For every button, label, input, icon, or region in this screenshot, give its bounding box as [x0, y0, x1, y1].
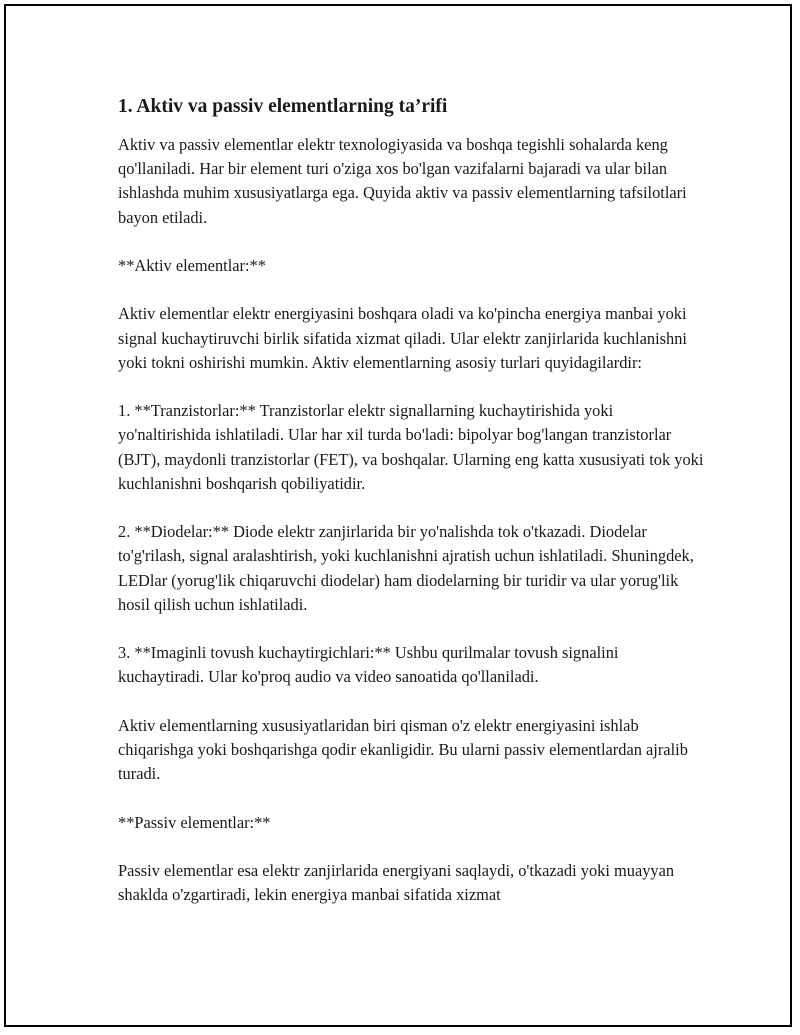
document-body [118, 95, 708, 932]
passive-elements-paragraph: Passiv elementlar esa elektr zanjirlarida energiyani saqlaydi, o'tkazadi yoki muayyan shaklda o'zgartiradi, lekin energiya manbai sifatida xizmat [118, 860, 675, 905]
active-elements-paragraph: Aktiv elementlar elektr energiyasini boshqara oladi va ko'pincha energiya manbai yoki signal kuchaytiruvchi birlik sifatida xizmat qiladi. Ular elektr zanjirlarida kuchlanishni yoki tokni oshirishi mumkin. Aktiv elementlarning asosiy turlari quyidagilardir: [118, 304, 687, 372]
intro-paragraph: Aktiv va passiv elementlar elektr texnologiyasida va boshqa tegishli sohalarda keng qo'llaniladi. Har bir element turi o'ziga xos bo'lgan vazifalarni bajaradi va ular bilan ishlashda muhim xususiyatlarga ega. Quyida aktiv va passiv elementlarning tafsilotlari bayon etiladi. [118, 135, 687, 227]
list-item-diodes: 2. **Diodelar:** Diode elektr zanjirlarida bir yo'nalishda tok o'tkazadi. Diodelar to'g'rilash, signal aralashtirish, yoki kuchlanishni ajratish uchun ishlatiladi. Shuningdek, LEDlar (yorug'lik chiqaruvchi diodelar) ham diodelarning bir turidir va ular yorug'lik hosil qilish uchun ishlatiladi. [118, 522, 694, 614]
passive-elements-subheading: **Passiv elementlar:** [118, 812, 271, 832]
section-heading: 1. Aktiv va passiv elementlarning ta’rifi [118, 96, 448, 117]
list-item-transistors: 1. **Tranzistorlar:** Tranzistorlar elektr signallarning kuchaytirishida yoki yo'naltirishida ishlatiladi. Ular har xil turda bo'ladi: bipolyar bog'langan tranzistorlar (BJT), maydonli tranzistorlar (FET), va boshqalar. Ularning eng katta xususiyati tok yoki kuchlanishni boshqarish qobiliyatidir. [118, 401, 704, 493]
active-elements-summary: Aktiv elementlarning xususiyatlaridan biri qisman o'z elektr energiyasini ishlab chiqarishga yoki boshqarishga qodir ekanligidir. Bu ularni passiv elementlardan ajralib turadi. [118, 715, 688, 784]
active-elements-subheading: **Aktiv elementlar:** [118, 256, 266, 275]
list-item-amplifiers: 3. **Imaginli tovush kuchaytirgichlari:** Ushbu qurilmalar tovush signalini kuchaytiradi. Ular ko'proq audio va video sanoatida qo'llaniladi. [118, 643, 619, 687]
